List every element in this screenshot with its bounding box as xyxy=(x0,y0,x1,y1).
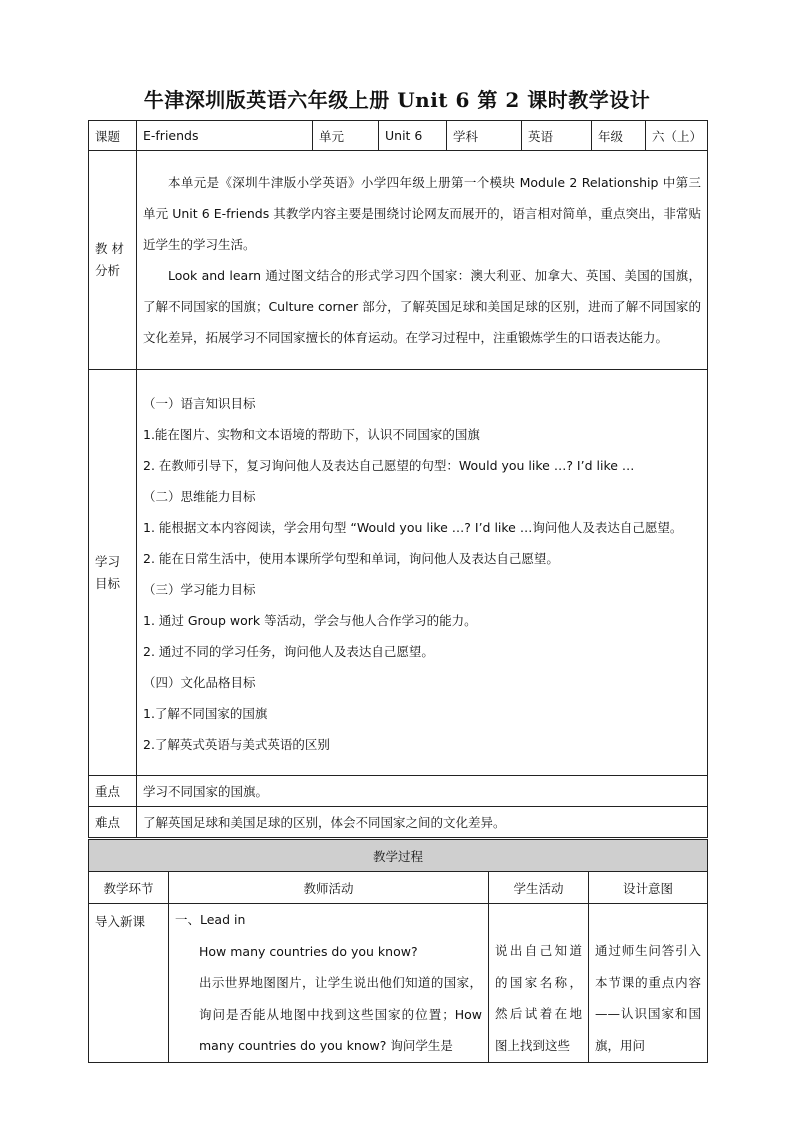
objective-line: （三）学习能力目标 xyxy=(143,581,256,597)
objective-line: 1. 通过 Group work 等活动，学会与他人合作学习的能力。 xyxy=(143,612,477,628)
process-section-title: 教学过程 xyxy=(89,840,708,872)
objective-line: （一）语言知识目标 xyxy=(143,395,256,411)
objectives-label-line2: 目标 xyxy=(95,575,121,591)
design-intent xyxy=(589,904,708,1063)
key-point-text: 学习不同国家的国旗。 xyxy=(137,776,708,807)
teacher-line: How many countries do you know? xyxy=(199,943,418,959)
analysis-label-line2: 分析 xyxy=(95,263,121,278)
difficulty-row xyxy=(89,807,708,838)
objectives-list xyxy=(143,386,701,760)
key-point-row xyxy=(89,776,708,807)
header-student: 学生活动 xyxy=(489,872,589,904)
lesson-info-table xyxy=(88,120,708,838)
unit-value: Unit 6 xyxy=(379,121,447,151)
objectives-row xyxy=(89,370,708,776)
difficulty-label: 难点 xyxy=(89,807,137,838)
process-header-row xyxy=(89,872,708,904)
objectives-label-line1: 学习 xyxy=(95,553,121,569)
objective-line: （四）文化品格目标 xyxy=(143,674,256,690)
process-table xyxy=(88,839,708,1063)
key-point-label: 重点 xyxy=(89,776,137,807)
info-row xyxy=(89,121,708,151)
header-teacher: 教师活动 xyxy=(169,872,489,904)
objective-line: （二）思维能力目标 xyxy=(143,488,256,504)
objective-line: 1.了解不同国家的国旗 xyxy=(143,705,268,721)
stage-cell: 导入新课 xyxy=(89,904,169,1063)
objective-line: 2. 通过不同的学习任务，询问他人及表达自己愿望。 xyxy=(143,643,434,659)
objective-line: 2. 在教师引导下，复习询问他人及表达自己愿望的句型：Would you like …? I’d like … xyxy=(143,457,635,473)
grade-label: 年级 xyxy=(592,121,646,151)
student-activity xyxy=(489,904,589,1063)
grade-value: 六（上） xyxy=(646,121,708,151)
objective-line: 2.了解英式英语与美式英语的区别 xyxy=(143,736,330,752)
teacher-line: 出示世界地图图片，让学生说出他们知道的国家，询问是否能从地图中找到这些国家的位置；How many countries do you know? 询问学生是 xyxy=(199,975,482,1053)
teacher-activity xyxy=(169,904,489,1063)
topic-label: 课题 xyxy=(89,121,137,151)
process-row xyxy=(89,904,708,1063)
topic-value: E-friends xyxy=(137,121,313,151)
objective-line: 1.能在图片、实物和文本语境的帮助下，认识不同国家的国旗 xyxy=(143,426,480,442)
analysis-row xyxy=(89,151,708,370)
analysis-paragraph-1: 本单元是《深圳牛津版小学英语》小学四年级上册第一个模块 Module 2 Relationship 中第三单元 Unit 6 E-friends 其教学内容主要是围绕讨论网友而展开的，语言相对简单，重点突出，非常贴近学生的学习生活。 xyxy=(143,175,701,252)
subject-value: 英语 xyxy=(522,121,592,151)
objective-line: 2. 能在日常生活中，使用本课所学句型和单词，询问他人及表达自己愿望。 xyxy=(143,550,559,566)
teacher-activity-text xyxy=(175,904,482,1062)
analysis-content xyxy=(137,151,708,370)
analysis-paragraph-2: Look and learn 通过图文结合的形式学习四个国家：澳大利亚、加拿大、英国、美国的国旗，了解不同国家的国旗；Culture corner 部分，了解英国足球和美国足球的区别，进而了解不同国家的文化差异，拓展学习不同国家擅长的体育运动。在学习过程中，注重锻炼学生的口语表达能力。 xyxy=(143,268,701,345)
objective-line: 1. 能根据文本内容阅读，学会用句型 “Would you like …? I’d like …询问他人及表达自己愿望。 xyxy=(143,519,683,535)
subject-label: 学科 xyxy=(447,121,522,151)
design-intent-text: 通过师生问答引入本节课的重点内容——认识国家和国旗，用问 xyxy=(595,943,702,1053)
process-section-row xyxy=(89,840,708,872)
difficulty-text: 了解英国足球和美国足球的区别，体会不同国家之间的文化差异。 xyxy=(137,807,708,838)
header-stage: 教学环节 xyxy=(89,872,169,904)
unit-label: 单元 xyxy=(313,121,379,151)
page-title: 牛津深圳版英语六年级上册 Unit 6 第 2 课时教学设计 xyxy=(143,88,651,112)
objectives-label xyxy=(89,370,137,776)
analysis-label xyxy=(89,151,137,370)
header-intent: 设计意图 xyxy=(589,872,708,904)
objectives-content xyxy=(137,370,708,776)
student-activity-text: 说出自己知道的国家名称，然后试着在地图上找到这些 xyxy=(495,943,582,1053)
analysis-label-line1: 教 材 xyxy=(95,241,124,256)
teacher-line: 一、Lead in xyxy=(175,912,246,927)
